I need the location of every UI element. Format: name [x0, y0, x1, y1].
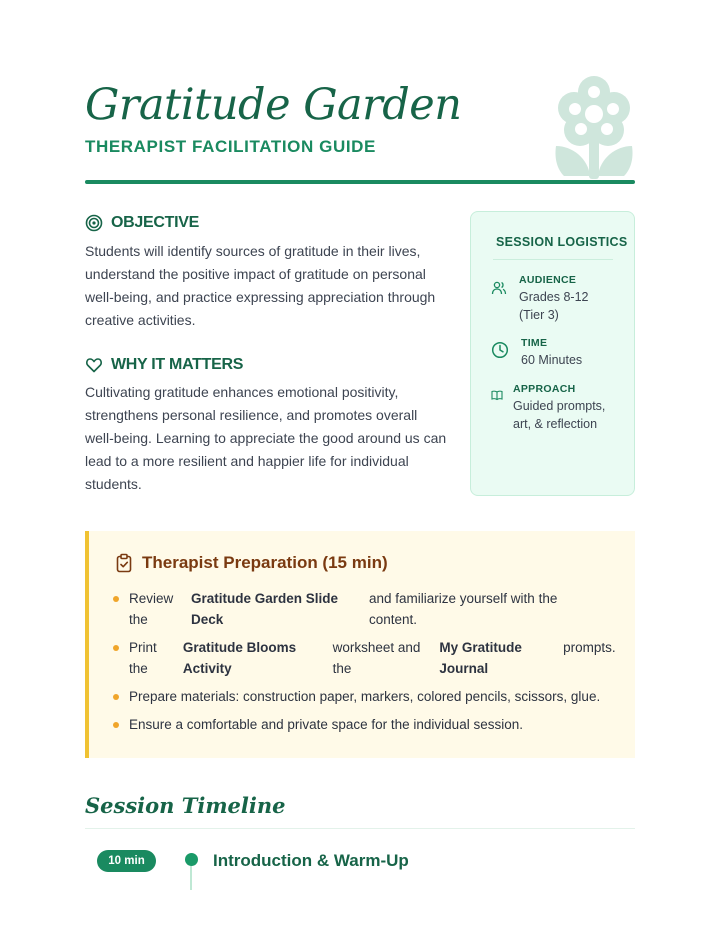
- bullet-word: worksheet and: [332, 640, 421, 655]
- session-timeline-title: Session Timeline: [85, 793, 286, 818]
- why-line: Cultivating gratitude enhances emotional positivity,: [85, 384, 399, 400]
- bullet-word: Activity: [182, 661, 232, 676]
- preparation-heading: [114, 553, 388, 573]
- objective-line: creative activities.: [85, 312, 196, 328]
- objective-line: Students will identify sources of gratitude in their lives,: [85, 243, 421, 259]
- users-icon: [491, 280, 507, 296]
- duration-badge: 10 min: [97, 850, 156, 872]
- timeline-step-title: Introduction & Warm-Up: [213, 851, 409, 870]
- page-subtitle: THERAPIST FACILITATION GUIDE: [85, 137, 376, 156]
- bullet-text: prompts.: [563, 640, 616, 655]
- approach-item: [491, 383, 621, 433]
- bullet-word: Print: [129, 640, 157, 655]
- approach-label: APPROACH: [513, 383, 576, 395]
- objective-text: [85, 240, 445, 332]
- audience-label: AUDIENCE: [519, 274, 577, 286]
- preparation-item: [113, 714, 623, 735]
- bullet-word: the: [129, 612, 148, 627]
- objective-line: well-being, and practice expressing appreciation through: [85, 289, 436, 305]
- approach-line: art, & reflection: [513, 417, 598, 431]
- session-logistics-card: [470, 211, 635, 496]
- bullet-word: and familiarize yourself with the: [369, 591, 558, 606]
- target-icon: [85, 214, 103, 232]
- bullet-word: Journal: [439, 661, 489, 676]
- bullet-text: [333, 637, 440, 679]
- audience-value: [519, 288, 621, 324]
- time-label: TIME: [521, 337, 548, 349]
- logistics-title: SESSION LOGISTICS: [496, 235, 628, 249]
- bullet-word: My Gratitude: [439, 640, 522, 655]
- objective-line: understand the positive impact of gratitude on personal: [85, 266, 426, 282]
- bullet-word: content.: [369, 612, 418, 627]
- bullet-word: Deck: [191, 612, 224, 627]
- preparation-heading-text: Therapist Preparation (15 min): [142, 553, 388, 572]
- bullet-word: Gratitude Garden Slide: [191, 591, 339, 606]
- header-divider: [85, 180, 635, 184]
- preparation-item: [113, 588, 623, 630]
- time-item: [491, 337, 621, 369]
- why-it-matters-text: [85, 381, 455, 496]
- bullet-dot: [113, 645, 119, 651]
- clock-icon: [491, 341, 509, 359]
- timeline-dot: [185, 853, 198, 866]
- preparation-item: [113, 637, 623, 679]
- bullet-text: [129, 588, 191, 630]
- approach-value: [513, 397, 621, 433]
- audience-line: (Tier 3): [519, 308, 559, 322]
- audience-line: Grades 8-12: [519, 290, 589, 304]
- why-line: lead to a more resilient and happier life for individual: [85, 453, 409, 469]
- preparation-item: [113, 686, 623, 707]
- timeline-connector: [190, 866, 192, 890]
- clipboard-check-icon: [114, 553, 134, 573]
- why-line: well-being. Learning to appreciate the good around us can: [85, 430, 447, 446]
- journal-title: [439, 637, 563, 679]
- page-title: Gratitude Garden: [85, 80, 462, 130]
- approach-line: Guided prompts,: [513, 399, 606, 413]
- bullet-word: Review: [129, 591, 174, 606]
- bullet-dot: [113, 596, 119, 602]
- bullet-word: the: [129, 661, 148, 676]
- bullet-word: Gratitude Blooms: [182, 640, 297, 655]
- bullet-text: Prepare materials: construction paper, markers, colored pencils, scissors, glue.: [129, 689, 601, 704]
- activity-title: [183, 637, 333, 679]
- audience-item: [491, 274, 621, 324]
- why-it-matters-heading-text: WHY IT MATTERS: [111, 356, 244, 373]
- time-value: 60 Minutes: [521, 353, 583, 367]
- logistics-divider: [493, 259, 613, 260]
- objective-heading-text: OBJECTIVE: [111, 214, 199, 231]
- flower-icon: [550, 72, 638, 182]
- bullet-dot: [113, 694, 119, 700]
- slide-deck-title: [191, 588, 369, 630]
- why-line: students.: [85, 476, 142, 492]
- bullet-dot: [113, 722, 119, 728]
- why-it-matters-heading: [85, 356, 243, 374]
- therapist-preparation-box: [85, 531, 635, 758]
- bullet-text: [129, 637, 183, 679]
- objective-heading: [85, 214, 199, 232]
- book-open-icon: [491, 389, 503, 401]
- heart-icon: [85, 356, 103, 374]
- bullet-text: Ensure a comfortable and private space for the individual session.: [129, 717, 523, 732]
- bullet-word: the: [332, 661, 352, 676]
- why-line: strengthens personal resilience, and promotes overall: [85, 407, 418, 423]
- timeline-divider: [85, 828, 635, 829]
- bullet-text: [369, 588, 599, 630]
